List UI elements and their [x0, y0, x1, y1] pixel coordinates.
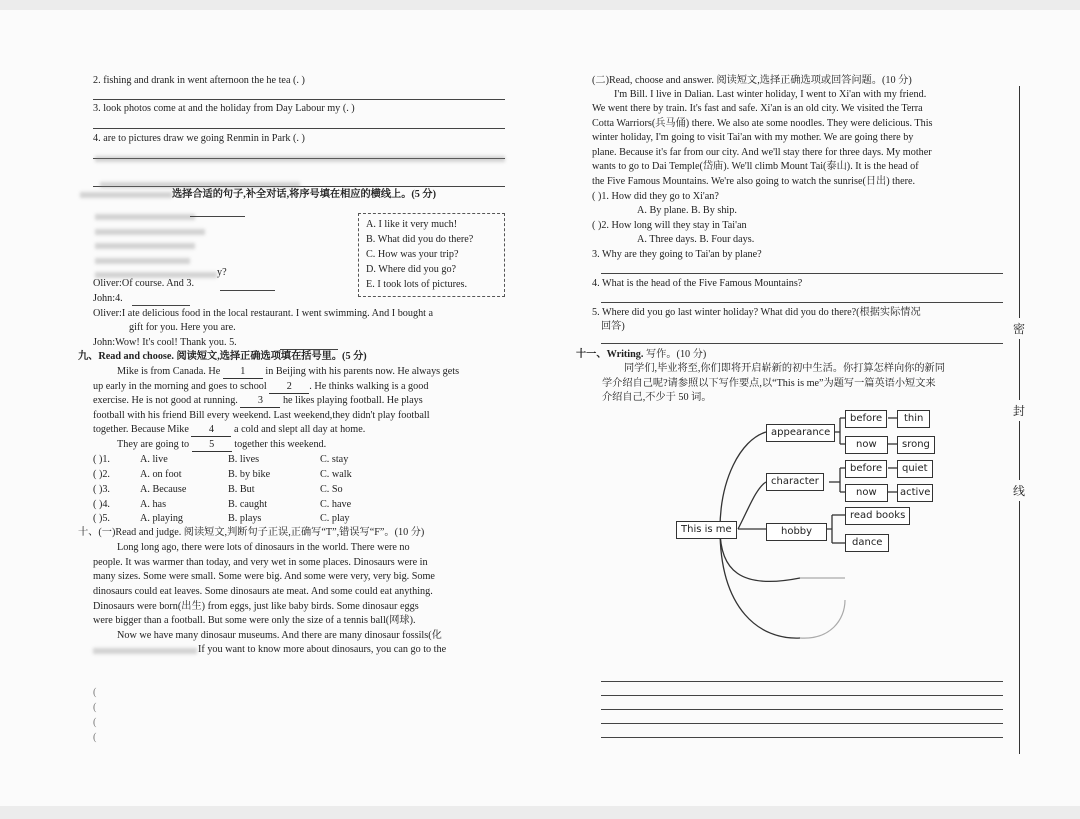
- dialog-oliver-2a: Oliver:I ate delicious food in the local restaurant. I went swimming. And I bought a: [93, 308, 434, 319]
- writing-line[interactable]: [601, 681, 1003, 682]
- q8-row-3: 3. look photos come at and the holiday from Day Labour my (. ): [93, 103, 355, 114]
- dialog-john-5: John:Wow! It's cool! Thank you. 5.: [93, 337, 237, 348]
- option-b: B. What did you do there?: [366, 234, 474, 245]
- dialog-john-4: John:4.: [93, 293, 123, 304]
- choice-3-a: A. Because: [140, 484, 187, 495]
- section-8-title: 选择合适的句子,补全对话,将序号填在相应的横线上。(5 分): [172, 189, 437, 200]
- mindmap-before-2: before: [845, 460, 887, 478]
- choice-row-1[interactable]: ( )1.: [93, 454, 110, 465]
- dialog-oliver-2b: gift for you. Here you are.: [129, 322, 236, 333]
- writing-line[interactable]: [601, 737, 1003, 738]
- section-9-title: 九、Read and choose. 阅读短文,选择正确选项填在括号里。(5 分): [78, 351, 367, 362]
- mindmap-root: This is me: [676, 521, 737, 539]
- choice-4-c: C. have: [320, 499, 352, 510]
- choice-row-2[interactable]: ( )2.: [93, 469, 110, 480]
- question-4: 4. What is the head of the Five Famous Mountains?: [592, 278, 803, 289]
- q8-row-2: 2. fishing and drank in went afternoon the he tea (. ): [93, 75, 305, 86]
- mindmap-appearance: appearance: [766, 424, 835, 442]
- writing-line[interactable]: [601, 723, 1003, 724]
- s10-line-2: people. It was warmer than today, and very wet in some places. Dinosaurs were in: [93, 557, 428, 568]
- question-1-options: A. By plane. B. By ship.: [637, 205, 737, 216]
- choice-3-b: B. But: [228, 484, 255, 495]
- s10-line-7: Now we have many dinosaur museums. And there are many dinosaur fossils(化: [117, 630, 442, 641]
- s10b-line-4: winter holiday, I'm going to visit Tai'an with my mother. We are going there by: [592, 132, 914, 143]
- mindmap-read-books: read books: [845, 507, 910, 525]
- choice-2-c: C. walk: [320, 469, 352, 480]
- writing-line[interactable]: [601, 709, 1003, 710]
- seal-char-3: 线: [1013, 480, 1025, 501]
- mindmap-before-1: before: [845, 410, 887, 428]
- s9-line-4: football with his friend Bill every weekend. Last weekend,they didn't play football: [93, 410, 430, 421]
- q8-row-4: 4. are to pictures draw we going Renmin in Park (. ): [93, 133, 305, 144]
- question-3: 3. Why are they going to Tai'an by plane?: [592, 249, 762, 260]
- choice-2-b: B. by bike: [228, 469, 271, 480]
- seal-char-1: 密: [1013, 318, 1025, 339]
- choice-row-5[interactable]: ( )5.: [93, 513, 110, 524]
- choice-1-a: A. live: [140, 454, 168, 465]
- choice-1-c: C. stay: [320, 454, 349, 465]
- choice-row-3[interactable]: ( )3.: [93, 484, 110, 495]
- judge-paren: (: [93, 687, 97, 698]
- s10-line-8: If you want to know more about dinosaurs, you can go to the: [198, 644, 447, 655]
- question-5a: 5. Where did you go last winter holiday? What did you do there?(根据实际情况: [592, 307, 921, 318]
- mindmap-thin: thin: [897, 410, 930, 428]
- s9-line-1: Mike is from Canada. He 1 in Beijing with his parents now. He always gets: [117, 366, 460, 377]
- mindmap-hobby: hobby: [766, 523, 827, 541]
- section-10-title: 十、(一)Read and judge. 阅读短文,判断句子正误,正确写“T”,错误写“F”。(10 分): [78, 527, 425, 538]
- question-1[interactable]: ( )1. How did they go to Xi'an?: [592, 191, 719, 202]
- mindmap-dance: dance: [845, 534, 889, 552]
- s10b-line-7: the Five Famous Mountains. We're also going to watch the sunrise(日出) there.: [592, 176, 916, 187]
- question-2-options: A. Three days. B. Four days.: [637, 234, 755, 245]
- s10b-line-3: Cotta Warriors(兵马俑) there. We also ate some noodles. They were delicious. This: [592, 118, 933, 129]
- s10b-line-5: plane. Because it's far from our city. And we'll stay there for three days. My mother: [592, 147, 932, 158]
- s10b-line-1: I'm Bill. I live in Dalian. Last winter holiday, I went to Xi'an with my friend.: [614, 89, 927, 100]
- seal-char-2: 封: [1013, 400, 1025, 421]
- s9-line-3: exercise. He is not good at running. 3 he likes playing football. He plays: [93, 395, 423, 406]
- s10b-line-2: We went there by train. It's fast and safe. Xi'an is an old city. We visited the Terra: [592, 103, 923, 114]
- section-10b-title: (二)Read, choose and answer. 阅读短文,选择正确选项或回答问题。(10 分): [592, 75, 912, 86]
- choice-4-b: B. caught: [228, 499, 268, 510]
- choice-5-b: B. plays: [228, 513, 262, 524]
- choice-5-c: C. play: [320, 513, 350, 524]
- judge-paren: (: [93, 702, 97, 713]
- choice-row-4[interactable]: ( )4.: [93, 499, 110, 510]
- s10-line-5: Dinosaurs were born(出生) from eggs, just like baby birds. Some dinosaur eggs: [93, 601, 419, 612]
- s11-line-1: 同学们,毕业将至,你们即将开启崭新的初中生活。你打算怎样向你的新同: [624, 363, 945, 374]
- judge-paren: (: [93, 732, 97, 743]
- choice-1-b: B. lives: [228, 454, 260, 465]
- writing-line[interactable]: [601, 695, 1003, 696]
- mindmap-character: character: [766, 473, 824, 491]
- section-11-title: 十一、Writing. 写作。(10 分): [576, 349, 707, 360]
- s9-line-2: up early in the morning and goes to school 2 . He thinks walking is a good: [93, 381, 429, 392]
- option-d: D. Where did you go?: [366, 264, 457, 275]
- exam-page: [0, 10, 1080, 806]
- choice-2-a: A. on foot: [140, 469, 182, 480]
- option-a: A. I like it very much!: [366, 219, 458, 230]
- s10b-line-6: wants to go to Dai Temple(岱庙). We'll climb Mount Tai(泰山). It is the head of: [592, 161, 919, 172]
- mindmap-quiet: quiet: [897, 460, 933, 478]
- choice-4-a: A. has: [140, 499, 167, 510]
- s11-line-3: 介绍自己,不少于 50 词。: [602, 392, 712, 403]
- choice-5-a: A. playing: [140, 513, 184, 524]
- judge-paren: (: [93, 717, 97, 728]
- dialog-fragment: y?: [217, 267, 227, 278]
- s10-line-3: many sizes. Some were small. Some were big. And some were very, very big. Some: [93, 571, 435, 582]
- s10-line-4: dinosaurs could eat leaves. Some dinosaurs ate meat. And some could eat anything.: [93, 586, 433, 597]
- mindmap-now-2: now: [845, 484, 888, 502]
- option-e: E. I took lots of pictures.: [366, 279, 468, 290]
- s9-line-6: They are going to 5 together this weekend.: [117, 439, 327, 450]
- mindmap-now-1: now: [845, 436, 888, 454]
- s10-line-6: were bigger than a football. But some were only the size of a tennis ball(网球).: [93, 615, 416, 626]
- question-5b: 回答): [601, 321, 625, 332]
- option-c: C. How was your trip?: [366, 249, 459, 260]
- s10-line-1: Long long ago, there were lots of dinosaurs in the world. There were no: [117, 542, 410, 553]
- question-2[interactable]: ( )2. How long will they stay in Tai'an: [592, 220, 747, 231]
- dialog-oliver-1: Oliver:Of course. And 3.: [93, 278, 195, 289]
- mindmap-connectors: [0, 10, 1080, 806]
- choice-3-c: C. So: [320, 484, 343, 495]
- mindmap-strong: srong: [897, 436, 935, 454]
- s9-line-5: together. Because Mike 4 a cold and slept all day at home.: [93, 424, 366, 435]
- mindmap-active: active: [897, 484, 933, 502]
- s11-line-2: 学介绍自己呢?请参照以下写作要点,以“This is me”为题写一篇英语小短文来: [602, 378, 936, 389]
